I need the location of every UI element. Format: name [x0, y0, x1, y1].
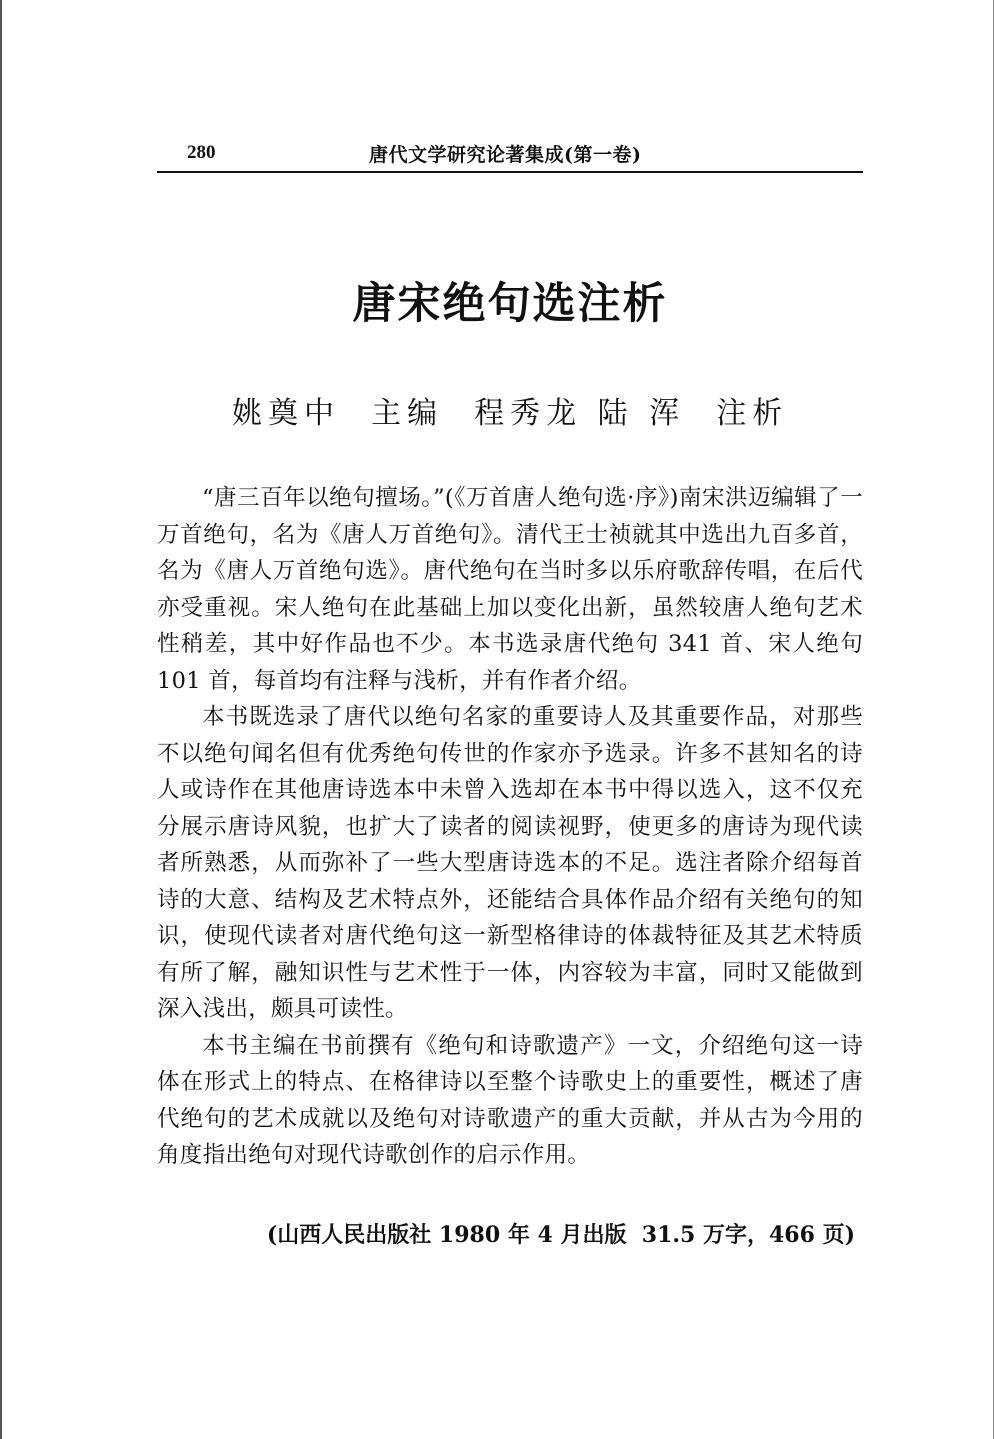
page-number: 280	[187, 142, 216, 163]
paragraph-selection: 本书既选录了唐代以绝句名家的重要诗人及其重要作品，对那些不以绝句闻名但有优秀绝句传世的作家亦予选录。许多不甚知名的诗人或诗作在其他唐诗选本中未曾入选却在本书中得以选入，这不仅充分展示唐诗风貌，也扩大了读者的阅读视野，使更多的唐诗为现代读者所熟悉，从而弥补了一些大型唐诗选本的不足。选注者除介绍每首诗的大意、结构及艺术特点外，还能结合具体作品介绍有关绝句的知识，使现代读者对唐代绝句这一新型格律诗的体裁特征及其艺术特质有所了解，融知识性与艺术性于一体，内容较为丰富，同时又能做到深入浅出，颇具可读性。	[157, 704, 863, 1022]
article-authors: 姚奠中 主编 程秀龙 陆 浑 注析	[232, 396, 789, 431]
article-body	[157, 480, 863, 1174]
running-header	[157, 140, 863, 170]
paragraph-preface: 本书主编在书前撰有《绝句和诗歌遗产》一文，介绍绝句这一诗体在形式上的特点、在格律诗以至整个诗歌史上的重要性，概述了唐代绝句的艺术成就以及绝句对诗歌遗产的重大贡献，并从古为今用的角度指出绝句对现代诗歌创作的启示作用。	[157, 1032, 863, 1168]
scan-border-left	[0, 0, 2, 1439]
article-title: 唐宋绝句选注析	[352, 279, 668, 329]
paragraph-intro: “唐三百年以绝句擅场。”(《万首唐人绝句选·序》)南宋洪迈编辑了一万首绝句，名为《唐人万首绝句》。清代王士祯就其中选出九百多首，名为《唐人万首绝句选》。唐代绝句在当时多以乐府歌辞传唱，在后代亦受重视。宋人绝句在此基础上加以变化出新，虽然较唐人绝句艺术性稍差，其中好作品也不少。本书选录唐代绝句 341 首、宋人绝句 101 首，每首均有注释与浅析，并有作者介绍。	[157, 485, 863, 694]
running-title: 唐代文学研究论著集成(第一卷)	[369, 144, 642, 166]
publication-info: (山西人民出版社 1980 年 4 月出版 31.5 万字，466 页)	[266, 1222, 855, 1248]
header-rule	[157, 171, 863, 173]
